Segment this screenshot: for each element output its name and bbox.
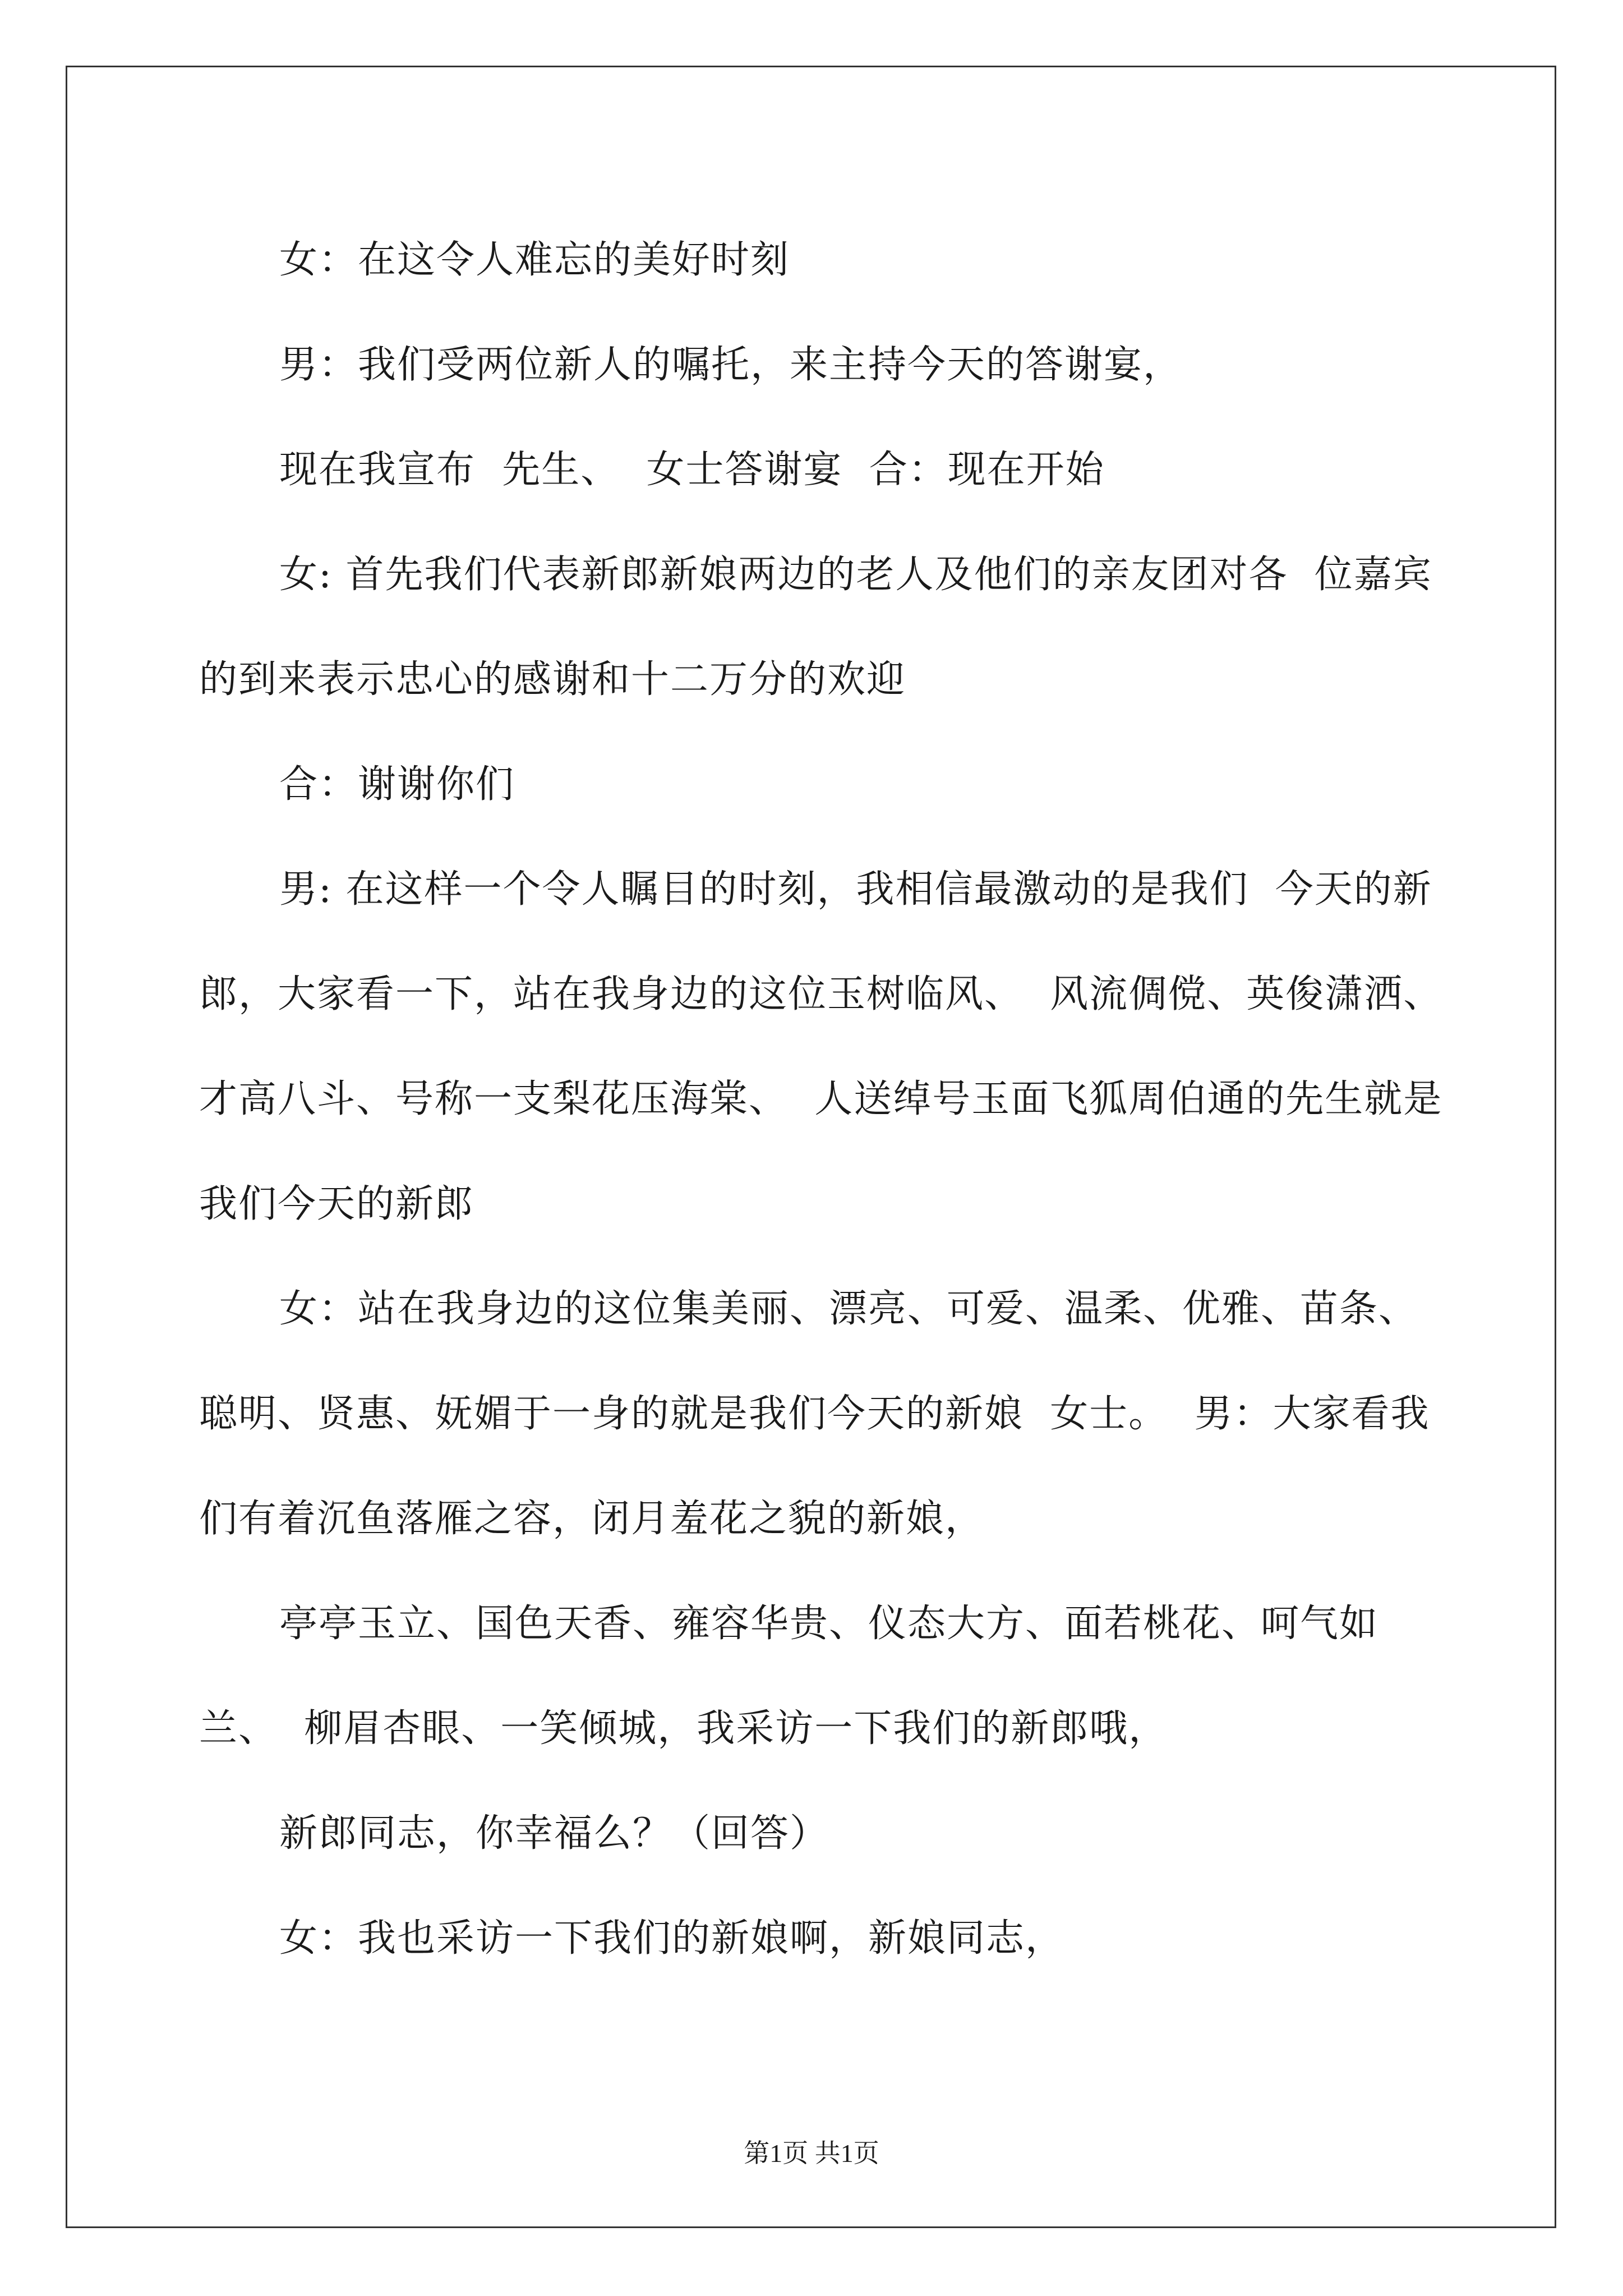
paragraph: 男：我们受两位新人的嘱托，来主持今天的答谢宴， xyxy=(279,343,1183,387)
paragraph: 女：站在我身边的这位集美丽、漂亮、可爱、温柔、优雅、苗条、聪明、贤惠、妩媚于一身的就是我们今天的新娘 女士。 男：大家看我们有着沉鱼落雁之容，闭月羞花之貌的新娘， xyxy=(199,1287,1430,1541)
paragraph: 合：谢谢你们 xyxy=(279,762,515,807)
paragraph: 新郎同志，你幸福么？（回答） xyxy=(279,1811,829,1856)
paragraph: 女：我也采访一下我们的新娘啊，新娘同志， xyxy=(279,1916,1065,1961)
page-number-footer: 第1页 共1页 xyxy=(744,2139,879,2168)
paragraph: 现在我宣布 先生、 女士答谢宴 合：现在开始 xyxy=(279,448,1105,492)
paragraph: 亭亭玉立、国色天香、雍容华贵、仪态大方、面若桃花、呵气如兰、 柳眉杏眼、一笑倾城，我采访一下我们的新郎哦， xyxy=(199,1602,1379,1751)
paragraph: 女：在这令人难忘的美好时刻 xyxy=(279,238,790,282)
document-body xyxy=(199,208,1450,1991)
paragraph: 女: 首先我们代表新郎新娘两边的老人及他们的亲友团对各 位嘉宾的到来表示忠心的感谢和十二万分的欢迎 xyxy=(199,553,1432,702)
paragraph: 男: 在这样一个令人瞩目的时刻，我相信最激动的是我们 今天的新郎，大家看一下，站在我身边的这位玉树临风、 风流倜傥、英俊潇洒、才高八斗、号称一支梨花压海棠、 人送绰号玉面飞狐周伯通的先生就是我们今天的新郎 xyxy=(199,867,1443,1226)
